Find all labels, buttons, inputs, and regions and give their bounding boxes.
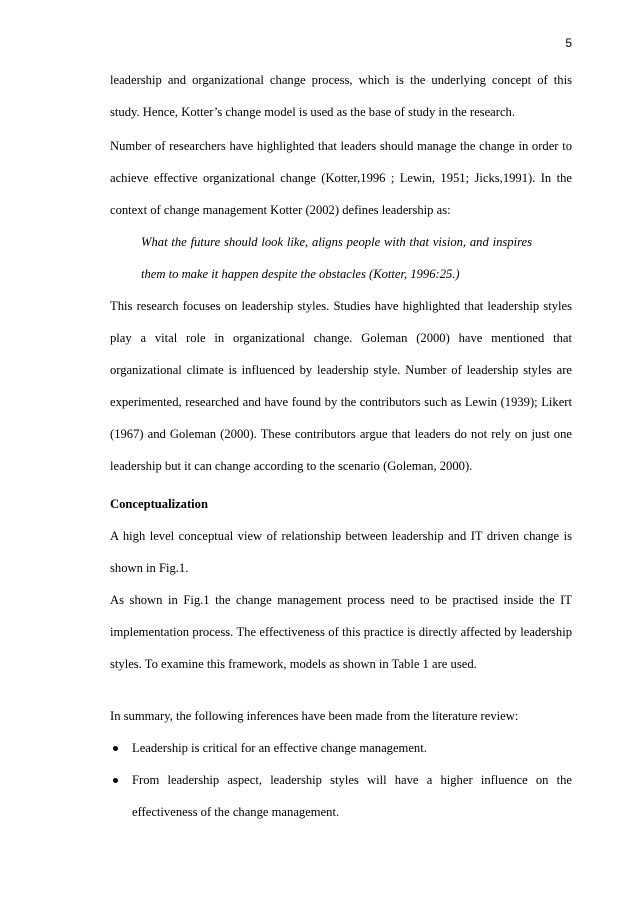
list-item	[110, 764, 572, 828]
list-item	[110, 732, 572, 764]
paragraph-1: leadership and organizational change process, which is the underlying concept of this study. Hence, Kotter’s change model is used as the base of study in the research.	[110, 73, 572, 119]
paragraph-5: As shown in Fig.1 the change management process need to be practised inside the IT implementation process. The effectiveness of this practice is directly affected by leadership styles. To examine this framework, models as shown in Table 1 are used.	[110, 593, 572, 671]
section-heading: Conceptualization	[110, 497, 208, 511]
bullet-icon	[113, 778, 118, 783]
paragraph-3: This research focuses on leadership styles. Studies have highlighted that leadership styles play a vital role in organizational change. Goleman (2000) have mentioned that organizational climate is influenced by leadership style. Number of leadership styles are experimented, researched and have found by the contributors such as Lewin (1939); Likert (1967) and Goleman (2000). These contributors argue that leaders do not rely on just one leadership but it can change according to the scenario (Goleman, 2000).	[110, 299, 572, 473]
paragraph-4: A high level conceptual view of relationship between leadership and IT driven change is shown in Fig.1.	[110, 529, 572, 575]
paragraph-2: Number of researchers have highlighted that leaders should manage the change in order to achieve effective organizational change (Kotter,1996 ; Lewin, 1951; Jicks,1991). In the context of change management Kotter (2002) defines leadership as:	[110, 139, 572, 217]
block-quote: What the future should look like, aligns people with that vision, and inspires them to make it happen despite the obstacles (Kotter, 1996:25.)	[141, 235, 532, 281]
paragraph-6: In summary, the following inferences have been made from the literature review:	[110, 709, 519, 723]
inference-list	[110, 732, 572, 828]
list-item-text: Leadership is critical for an effective change management.	[132, 741, 427, 755]
list-item-text: From leadership aspect, leadership styles will have a higher influence on the effectiveness of the change management.	[132, 773, 572, 819]
page-number: 5	[565, 36, 572, 50]
bullet-icon	[113, 746, 118, 751]
document-body	[110, 64, 572, 828]
